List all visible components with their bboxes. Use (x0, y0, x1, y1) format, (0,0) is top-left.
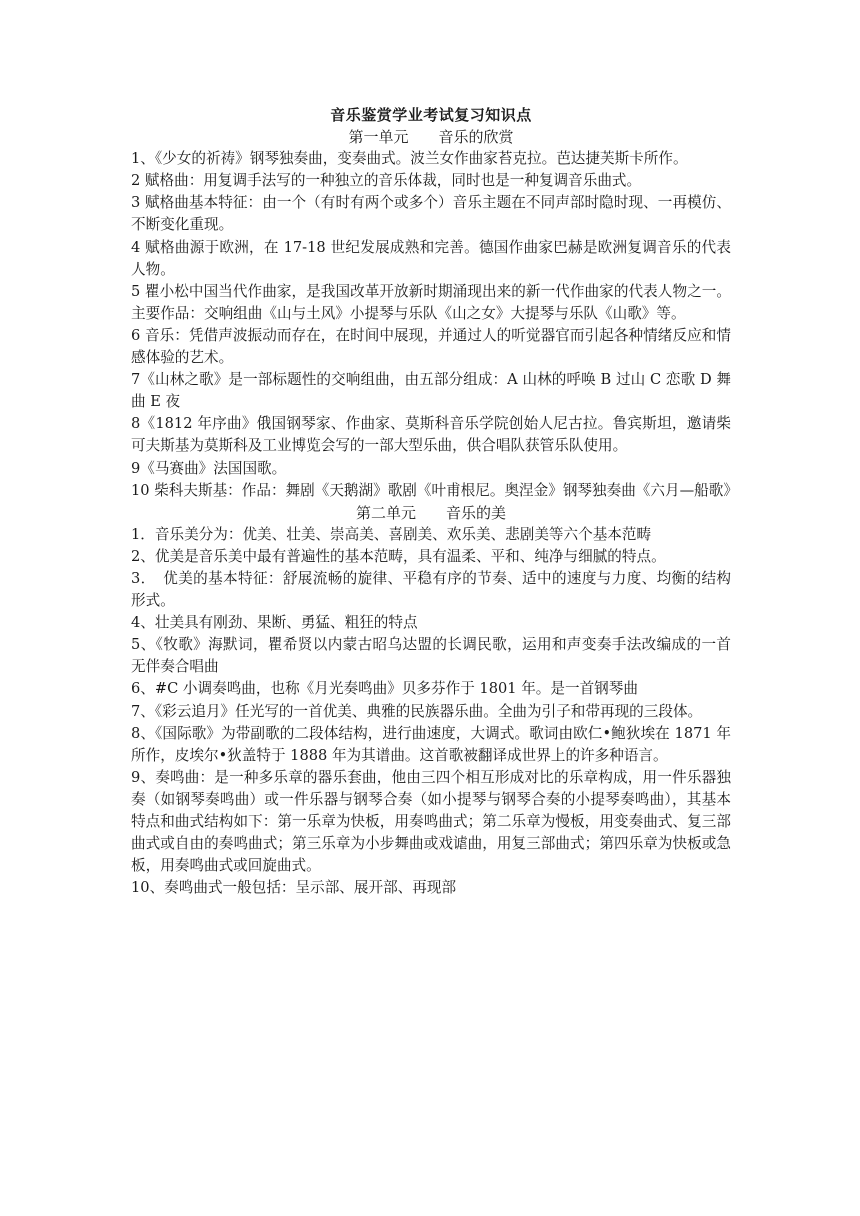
paragraph: 5 瞿小松中国当代作曲家，是我国改革开放新时期涌现出来的新一代作曲家的代表人物之一。主要作品：交响组曲《山与土风》小提琴与乐队《山之女》大提琴与乐队《山歌》等。 (131, 282, 731, 322)
document-title: 音乐鉴赏学业考试复习知识点 (330, 106, 532, 124)
paragraph: 3 赋格曲基本特征：由一个（有时有两个或多个）音乐主题在不同声部时隐时现、一再模仿、不断变化重现。 (131, 194, 731, 234)
paragraph: 2 赋格曲：用复调手法写的一种独立的音乐体裁，同时也是一种复调音乐曲式。 (131, 172, 642, 190)
unit-1-heading: 第一单元 音乐的欣赏 (348, 128, 514, 147)
paragraph: 4、壮美具有刚劲、果断、勇猛、粗狂的特点 (131, 614, 418, 632)
unit-2-list (131, 524, 731, 900)
unit-2-heading: 第二单元 音乐的美 (355, 503, 506, 522)
paragraph: 6 音乐：凭借声波振动而存在，在时间中展现，并通过人的听觉器官而引起各种情绪反应和情感体验的艺术。 (131, 326, 731, 367)
paragraph: 1．音乐美分为：优美、壮美、崇高美、喜剧美、欢乐美、悲剧美等六个基本范畴 (131, 525, 652, 543)
unit-1-list (131, 148, 738, 502)
document-page (131, 104, 738, 899)
paragraph: 7《山林之歌》是一部标题性的交响组曲，由五部分组成：A 山林的呼唤 B 过山 C 恋歌 D 舞曲 E 夜 (131, 371, 731, 411)
paragraph: 9、奏鸣曲：是一种多乐章的器乐套曲，他由三四个相互形成对比的乐章构成，用一件乐器独奏（如钢琴奏鸣曲）或一件乐器与钢琴合奏（如小提琴与钢琴合奏的小提琴奏鸣曲），其基本特点和曲式结构如下：第一乐章为快板，用奏鸣曲式；第二乐章为慢板，用变奏曲式、复三部曲式或自由的奏鸣曲式；第三乐章为小步舞曲或戏谑曲，用复三部曲式；第四乐章为快板或急板，用奏鸣曲式或回旋曲式。 (131, 768, 731, 875)
paragraph: 9《马赛曲》法国国歌。 (131, 459, 287, 477)
paragraph: 8《1812 年序曲》俄国钢琴家、作曲家、莫斯科音乐学院创始人尼古拉。鲁宾斯坦，邀请柴可夫斯基为莫斯科及工业博览会写的一部大型乐曲，供合唱队获管乐队使用。 (131, 415, 731, 455)
paragraph: 8、《国际歌》为带副歌的二段体结构，进行曲速度，大调式。歌词由欧仁•鲍狄埃在 1871 年所作，皮埃尔•狄盖特于 1888 年为其谱曲。这首歌被翻译成世界上的许多种语言。 (131, 724, 731, 764)
paragraph: 3． 优美的基本特征：舒展流畅的旋律、平稳有序的节奏、适中的速度与力度、均衡的结构形式。 (131, 569, 731, 610)
paragraph: 5、《牧歌》海默词，瞿希贤以内蒙古昭乌达盟的长调民歌，运用和声变奏手法改编成的一首无伴奏合唱曲 (131, 636, 731, 676)
paragraph: 2、优美是音乐美中最有普遍性的基本范畴，具有温柔、平和、纯净与细腻的特点。 (131, 547, 666, 565)
paragraph: 10、奏鸣曲式一般包括：呈示部、展开部、再现部 (131, 879, 457, 897)
paragraph: 4 赋格曲源于欧洲，在 17-18 世纪发展成熟和完善。德国作曲家巴赫是欧洲复调音乐的代表人物。 (131, 238, 731, 278)
paragraph: 1、《少女的祈祷》钢琴独奏曲，变奏曲式。波兰女作曲家苔克拉。芭达捷芙斯卡所作。 (131, 150, 688, 168)
paragraph: 10 柴科夫斯基：作品：舞剧《天鹅湖》歌剧《叶甫根尼。奥涅金》钢琴独奏曲《六月—船歌》 (131, 481, 738, 499)
paragraph: 7、《彩云追月》任光写的一首优美、典雅的民族器乐曲。全曲为引子和带再现的三段体。 (131, 702, 703, 720)
paragraph: 6、#C 小调奏鸣曲，也称《月光奏鸣曲》贝多芬作于 1801 年。是一首钢琴曲 (131, 680, 638, 698)
